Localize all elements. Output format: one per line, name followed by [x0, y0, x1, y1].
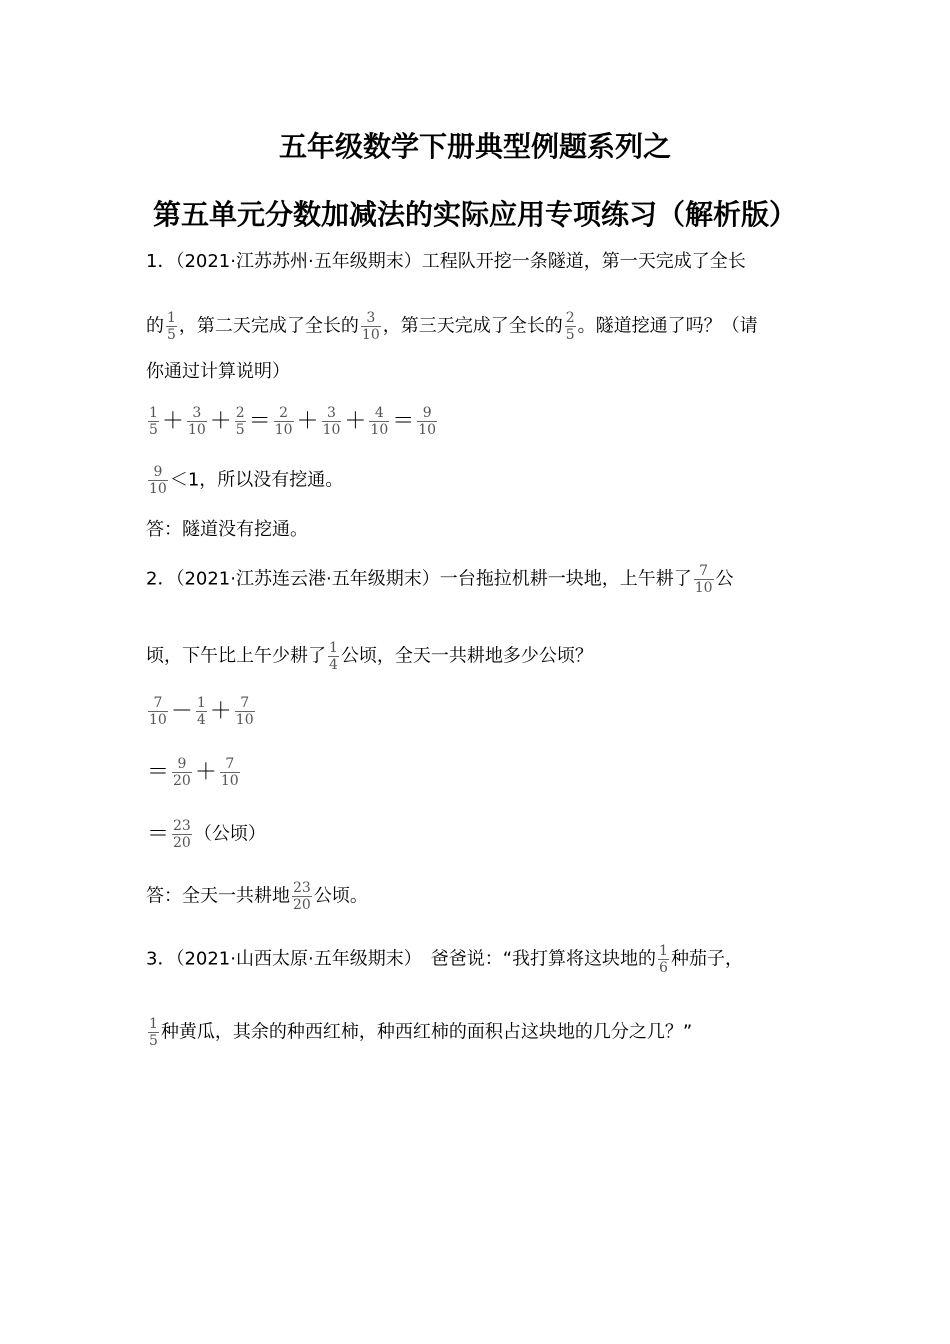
denominator: 10 — [235, 712, 254, 728]
numerator: 1 — [149, 1016, 158, 1032]
denominator: 20 — [173, 773, 191, 789]
denominator: 10 — [694, 580, 713, 596]
operator: ＝ — [147, 759, 170, 785]
numerator: 23 — [173, 818, 191, 834]
fraction — [322, 405, 342, 438]
denominator: 20 — [173, 835, 191, 851]
fraction — [148, 695, 168, 728]
fraction — [361, 310, 381, 343]
numerator: 1 — [196, 695, 206, 711]
q2-answer: 答：全天一共耕地 $\frac{23}{20}$ 公顷。 — [146, 880, 368, 913]
q1-answer: 答：隧道没有挖通。 — [146, 519, 308, 540]
numerator: 7 — [153, 695, 163, 711]
numerator: 4 — [374, 405, 384, 421]
numerator: 1 — [659, 943, 668, 959]
q1-line1: 1．（2021·江苏苏州·五年级期末）工程队开挖一条隧道，第一天完成了全长 — [146, 251, 746, 272]
q1-calc — [146, 405, 439, 438]
denominator: 10 — [322, 422, 341, 438]
fraction — [292, 880, 312, 913]
fraction — [417, 405, 437, 438]
fraction — [187, 405, 207, 438]
q2-line2: 顷，下午比上午少耕了 $\frac{1}{4}$ 公顷，全天一共耕地多少公顷？ — [146, 640, 593, 673]
operator: ＋ — [161, 408, 184, 434]
numerator: 23 — [293, 880, 311, 896]
numerator: 9 — [422, 405, 432, 421]
denominator: 10 — [187, 422, 206, 438]
operator: ＋ — [209, 408, 232, 434]
numerator: 1 — [329, 640, 338, 656]
q3-line2: $\frac{1}{5}$ 种黄瓜，其余的种西红柿，种西红柿的面积占这块地的几分之几？” — [149, 1016, 693, 1049]
denominator: 5 — [167, 327, 176, 343]
operator: ＝ — [147, 821, 170, 847]
denominator: 5 — [149, 1033, 158, 1049]
fraction — [166, 310, 177, 343]
denominator: 4 — [196, 712, 206, 728]
fraction — [196, 695, 207, 728]
numerator: 3 — [366, 310, 376, 326]
fraction — [148, 1016, 159, 1049]
numerator: 7 — [240, 695, 250, 711]
fraction — [148, 405, 159, 438]
fraction — [369, 405, 389, 438]
doc-title-line1: 五年级数学下册典型例题系列之 — [278, 130, 671, 163]
q1-compare: $\frac{9}{10}$ ＜1，所以没有挖通。 — [149, 464, 344, 497]
q3-line1: 3．（2021·山西太原·五年级期末） 爸爸说：“我打算将这块地的 $\frac{1}{6}$ 种茄子， — [146, 943, 743, 976]
fraction — [328, 640, 339, 673]
fraction — [235, 695, 255, 728]
numerator: 2 — [565, 310, 575, 326]
numerator: 9 — [177, 756, 187, 772]
denominator: 5 — [235, 422, 245, 438]
denominator: 10 — [220, 773, 239, 789]
fraction — [235, 405, 246, 438]
q2-calc3: ＝ $\frac{23}{20}$ （公顷） — [147, 818, 266, 851]
operator: ＋ — [296, 408, 319, 434]
doc-title-line2: 第五单元分数加减法的实际应用专项练习（解析版） — [152, 198, 797, 231]
q2-calc1 — [146, 695, 257, 728]
fraction — [148, 464, 168, 497]
fraction — [658, 943, 669, 976]
fraction — [172, 818, 192, 851]
q2-line1: 2．（2021·江苏连云港·五年级期末）一台拖拉机耕一块地，上午耕了 $\frac{7}{10}$ 公 — [146, 563, 734, 596]
fraction — [172, 756, 192, 789]
numerator: 9 — [153, 464, 163, 480]
operator: ＋ — [194, 759, 217, 785]
operator: ＋ — [209, 698, 232, 724]
numerator: 3 — [192, 405, 202, 421]
q1-line2: 的 $\frac{1}{5}$ ，第二天完成了全长的 $\frac{3}{10}$ ，第三天完成了全长的 $\frac{2}{5}$ 。隧道挖通了吗？（请 — [146, 310, 758, 343]
fraction — [274, 405, 294, 438]
fraction — [694, 563, 714, 596]
denominator: 10 — [418, 422, 437, 438]
q2-calc2 — [146, 756, 242, 789]
denominator: 10 — [149, 712, 167, 728]
denominator: 10 — [361, 327, 380, 343]
denominator: 6 — [659, 960, 668, 976]
denominator: 5 — [149, 422, 158, 438]
numerator: 2 — [235, 405, 245, 421]
operator: ＝ — [392, 408, 415, 434]
operator: ＋ — [344, 408, 367, 434]
q1-line3: 你通过计算说明） — [146, 361, 290, 382]
numerator: 7 — [699, 563, 709, 579]
denominator: 20 — [293, 897, 311, 913]
denominator: 10 — [149, 481, 167, 497]
denominator: 5 — [565, 327, 575, 343]
denominator: 10 — [370, 422, 389, 438]
numerator: 1 — [167, 310, 176, 326]
fraction — [220, 756, 240, 789]
operator: － — [170, 698, 193, 724]
numerator: 2 — [279, 405, 289, 421]
numerator: 3 — [327, 405, 336, 421]
denominator: 4 — [329, 657, 338, 673]
operator: ＝ — [248, 408, 271, 434]
fraction — [565, 310, 576, 343]
denominator: 10 — [274, 422, 293, 438]
numerator: 7 — [225, 756, 235, 772]
numerator: 1 — [149, 405, 158, 421]
